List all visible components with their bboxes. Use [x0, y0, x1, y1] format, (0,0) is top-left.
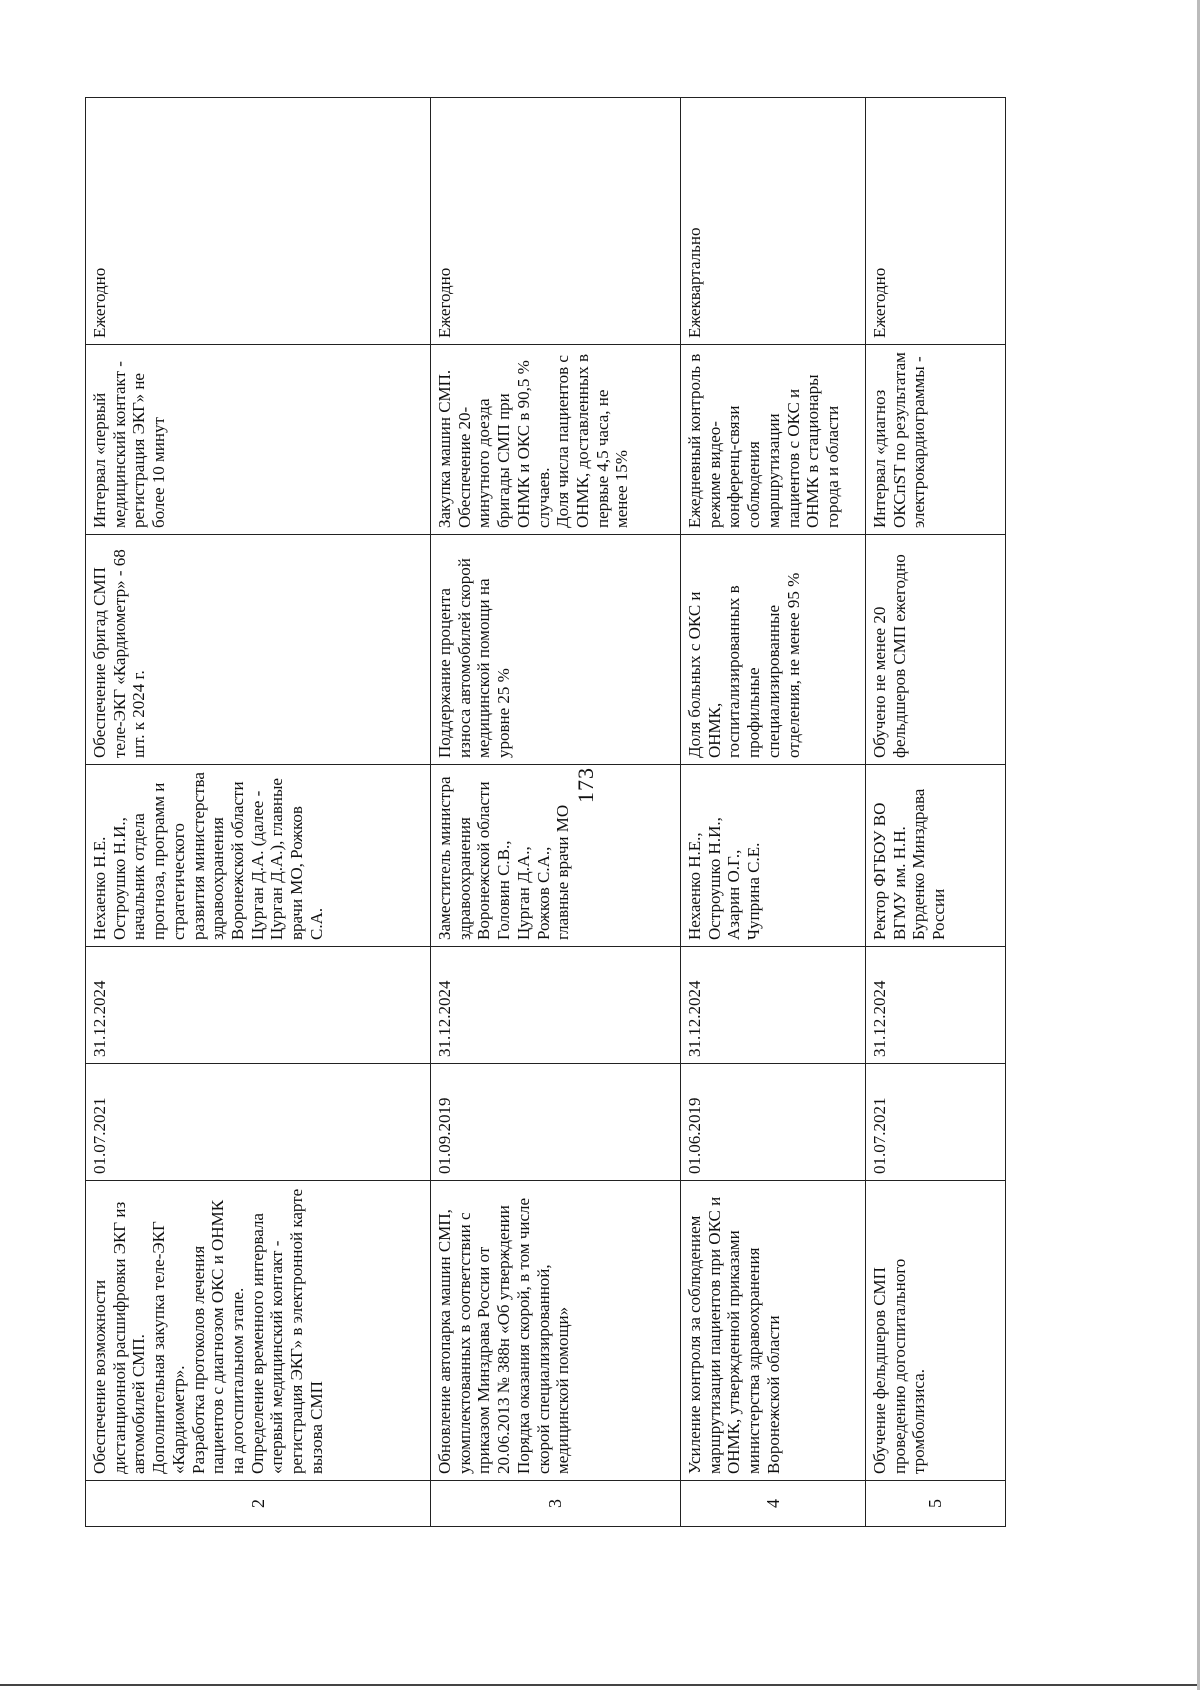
- cell-responsible: Заместитель министра здравоохранения Воронежской области Головин С.В., Цурган Д.А., Рожков С.А., главные врачи МО: [431, 765, 681, 947]
- table-row: [866, 98, 1006, 1527]
- cell-frequency: Ежегодно: [86, 98, 431, 345]
- cell-end-date: 31.12.2024: [86, 947, 431, 1064]
- cell-activity: Обновление автопарка машин СМП, укомплектованных в соответствии с приказом Минздрава России от 20.06.2013 № 388н «Об утверждении Порядка оказания скорой, в том числе скорой специализированной, медицинской помощи»: [431, 1181, 681, 1481]
- measures-table: [85, 97, 1006, 1527]
- cell-activity: Обучение фельдшеров СМП проведению догоспитального тромболизиса.: [866, 1181, 1006, 1481]
- cell-indicator: Ежедневный контроль в режиме видео-конференц-связи соблюдения маршрутизации пациентов с ОКС и ОНМК в стационары города и области: [681, 345, 866, 535]
- table-row: [431, 98, 681, 1527]
- row-number: 3: [431, 1481, 681, 1527]
- row-number: 4: [681, 1481, 866, 1527]
- cell-result: Обучено не менее 20 фельдшеров СМП ежегодно: [866, 535, 1006, 765]
- rotated-table-wrapper: [85, 97, 1005, 1527]
- cell-responsible: Нехаенко Н.Е. Остроушко Н.И., начальник отдела прогноза, программ и стратегического развития министерства здравоохранения Воронежской области Цурган Д.А. (далее - Цурган Д.А.), главные врачи МО, Рожков С.А.: [86, 765, 431, 947]
- cell-indicator: Интервал «первый медицинский контакт - регистрация ЭКГ» не более 10 минут: [86, 345, 431, 535]
- cell-end-date: 31.12.2024: [866, 947, 1006, 1064]
- cell-frequency: Ежеквартально: [681, 98, 866, 345]
- bottom-rule: [0, 1684, 1200, 1686]
- cell-frequency: Ежегодно: [866, 98, 1006, 345]
- cell-end-date: 31.12.2024: [681, 947, 866, 1064]
- row-number: 2: [86, 1481, 431, 1527]
- cell-frequency: Ежегодно: [431, 98, 681, 345]
- cell-result: Обеспечение бригад СМП теле-ЭКГ «Кардиометр» - 68 шт. к 2024 г.: [86, 535, 431, 765]
- cell-end-date: 31.12.2024: [431, 947, 681, 1064]
- cell-activity: Усиление контроля за соблюдением маршрутизации пациентов при ОКС и ОНМК, утвержденной приказами министерства здравоохранения Воронежской области: [681, 1181, 866, 1481]
- page-number: 173: [573, 767, 598, 803]
- table-row: [86, 98, 431, 1527]
- cell-start-date: 01.07.2021: [866, 1064, 1006, 1181]
- cell-result: Поддержание процента износа автомобилей скорой медицинской помощи на уровне 25 %: [431, 535, 681, 765]
- cell-activity: Обеспечение возможности дистанционной расшифровки ЭКГ из автомобилей СМП. Дополнительная закупка теле-ЭКГ «Кардиометр». Разработка протоколов лечения пациентов с диагнозом ОКС и ОНМК на догоспитальном этапе. Определение временного интервала «первый медицинский контакт - регистрация ЭКГ» в электронной карте вызова СМП: [86, 1181, 431, 1481]
- table-row: [681, 98, 866, 1527]
- cell-responsible: Нехаенко Н.Е., Остроушко Н.И., Азарин О.Г., Чуприна С.Е.: [681, 765, 866, 947]
- cell-start-date: 01.09.2019: [431, 1064, 681, 1181]
- cell-start-date: 01.06.2019: [681, 1064, 866, 1181]
- cell-start-date: 01.07.2021: [86, 1064, 431, 1181]
- cell-result: Доля больных с ОКС и ОНМК, госпитализированных в профильные специализированные отделения, не менее 95 %: [681, 535, 866, 765]
- cell-indicator: Закупка машин СМП. Обеспечение 20-минутного доезда бригады СМП при ОНМК и ОКС в 90,5 % случаев. Доля числа пациентов с ОНМК, доставленных в первые 4,5 часа, не менее 15%: [431, 345, 681, 535]
- cell-responsible: Ректор ФГБОУ ВО ВГМУ им. Н.Н. Бурденко Минздрава России: [866, 765, 1006, 947]
- row-number: 5: [866, 1481, 1006, 1527]
- cell-indicator: Интервал «диагноз ОКСпST по результатам электрокардиограммы -: [866, 345, 1006, 535]
